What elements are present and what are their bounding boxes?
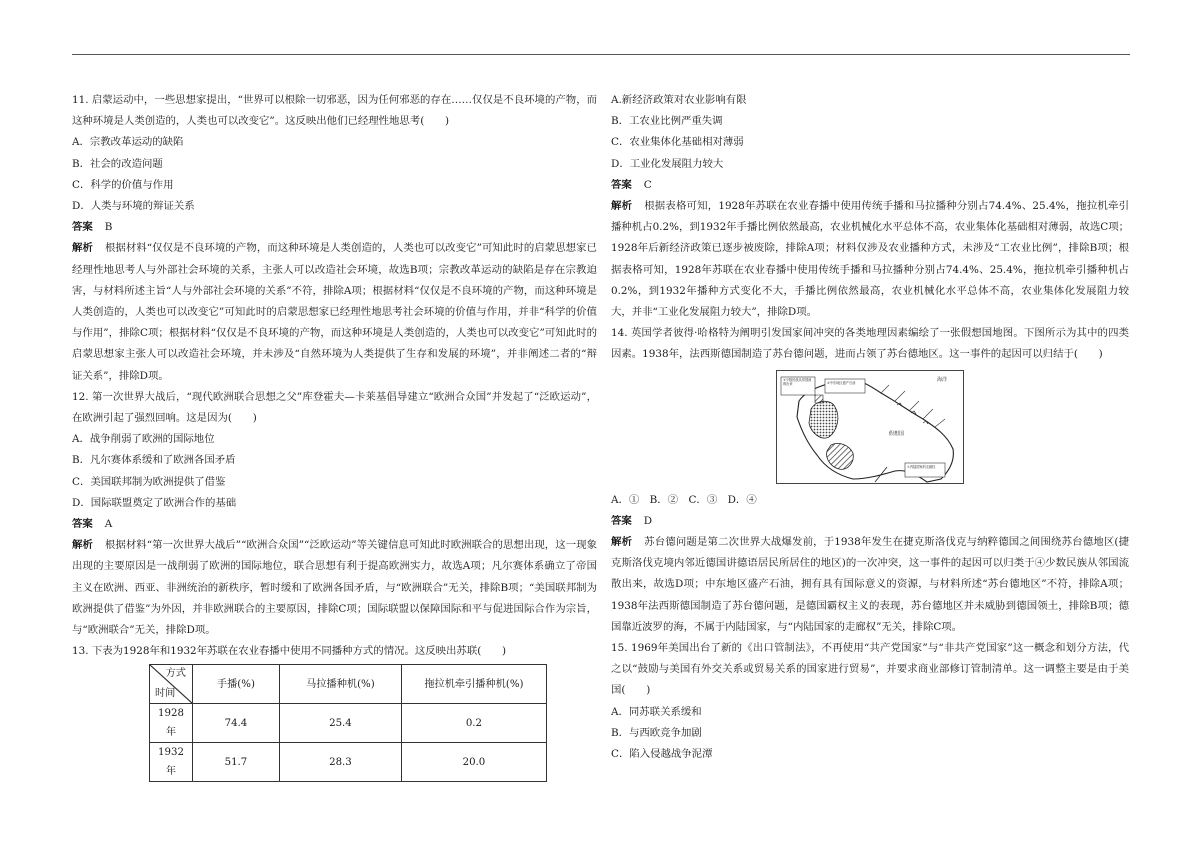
left-column: [72, 90, 597, 784]
option-c: C．美国联邦制为欧洲提供了借鉴: [72, 475, 226, 488]
region-dotted: [809, 401, 838, 438]
table-cell-year: 1932年: [150, 743, 193, 782]
question-stem: 12. 第一次世界大战后，“现代欧洲联合思想之父”库登霍夫—卡莱基倡导建立“欧洲合众国”并发起了“泛欧运动”，在欧洲引起了强烈回响。这是因为( ): [72, 390, 597, 425]
explanation: [72, 238, 597, 386]
answer-label: 答案: [611, 514, 632, 527]
option-b: B．与西欧竞争加剧: [611, 726, 702, 739]
option-a: A．战争削弱了欧洲的国际地位: [72, 433, 215, 446]
map-label-corridor: ①内陆国家的走廊权: [907, 464, 936, 469]
options-line: A．① B．② C．③ D．④: [611, 493, 757, 506]
sowing-table: [149, 664, 547, 782]
table-cell: 28.3: [279, 743, 401, 782]
table-row: [150, 743, 547, 782]
question-13-continued: [611, 90, 1129, 323]
map-label-sea: 海洋: [937, 376, 948, 383]
explanation-text: 根据表格可知，1928年苏联在农业春播中使用传统手播和马拉播种分别占74.4%、25.4%，拖拉机牵引播种机占0.2%，到1932年手播比例依然最高，农业机械化水平总体不高，农业集体化基础相对薄弱，故选C项；1928年后新经济政策已逐步被废除，排除A项；材料仅涉及农业播种方式，未涉及“工农业比例”，排除B项；根据表格可知，1928年苏联在农业春播中使用传统手播和马拉播种分别占74.4%、25.4%，拖拉机牵引播种机占0.2%，到1932年播种方式变化不大，手播比例依然最高，农业机械化水平总体不高，农业集体化发展阻力较大，并非“工业化发展阻力较大”，排除D项。: [611, 200, 1129, 319]
explanation-label: 解析: [611, 536, 633, 549]
option-a: A．同苏联关系缓和: [611, 705, 702, 718]
hypothetical-country-map: [776, 370, 964, 484]
table-header: 手播(%): [192, 665, 279, 704]
question-stem: 14. 英国学者彼得·哈格特为阐明引发国家间冲突的各类地理因素编绘了一张假想国地图。下图所示为其中的四类因素。1938年，法西斯德国制造了苏台德问题，进而占领了苏台德地区。这一事件的起因可以归结于( ): [611, 327, 1129, 361]
option-d: D．国际联盟奠定了欧洲合作的基础: [72, 496, 237, 509]
question-14: [611, 323, 1129, 638]
option-b: B．凡尔赛体系缓和了欧洲各国矛盾: [72, 454, 236, 467]
corner-bottom-label: 时间: [155, 688, 176, 700]
option-d: D．工业化发展阻力较大: [611, 157, 724, 170]
table-cell: 0.2: [401, 704, 546, 743]
explanation: [611, 532, 1129, 638]
explanation-text: 根据材料“第一次世界大战后”“欧洲合众国”“泛欧运动”等关键信息可知此时欧洲联合的思想出现，这一现象出现的主要原因是一战削弱了欧洲的国际地位，联合思想有利于提高欧洲实力，故选A项；凡尔赛体系确立了帝国主义在欧洲、西亚、非洲统治的新秩序，暂时缓和了欧洲各国矛盾，与“欧洲联合”无关，排除B项；“美国联邦制为欧洲提供了借鉴”为外因，并非欧洲联合的主要原因，排除C项；国际联盟以保障国际和平与促进国际合作为宗旨，与“欧洲联合”无关，排除D项。: [72, 539, 598, 637]
table-cell: 51.7: [192, 743, 279, 782]
answer-line: [72, 514, 597, 535]
answer-label: 答案: [611, 178, 632, 191]
question-stem: 15. 1969年美国出台了新的《出口管制法》，不再使用“共产党国家”与“非共产党国家”这一概念和划分方法，代之以“鼓励与美国有外交关系或贸易关系的国家进行贸易”，并要求商业部修订管制清单。这一调整主要是由于美国( ): [611, 642, 1129, 697]
option-c: C．农业集体化基础相对薄弱: [611, 136, 744, 149]
table-row: [150, 704, 547, 743]
answer-label: 答案: [72, 518, 93, 531]
answer-value: B: [104, 221, 113, 234]
explanation-label: 解析: [611, 200, 633, 213]
table-header: 马拉播种机(%): [279, 665, 401, 704]
table-cell: 20.0: [401, 743, 546, 782]
option-c: C．科学的价值与作用: [72, 178, 174, 191]
question-12: [72, 387, 597, 641]
coast-marks: [881, 385, 945, 427]
option-c: C．陷入侵越战争泥潭: [611, 748, 713, 761]
question-15: [611, 638, 1129, 765]
option-a: A．宗教改革运动的缺陷: [72, 136, 184, 149]
map-label-oil: ④中东地区盛产石油: [827, 380, 856, 385]
map-label-country: 假想国: [889, 430, 905, 437]
option-b: B．工农业比例严重失调: [611, 115, 723, 128]
explanation-text: 根据材料“仅仅是不良环境的产物，而这种环境是人类创造的，人类也可以改变它”可知此时的启蒙思想家已经理性地思考人与外部社会环境的关系，主张人可以改造社会环境，故选B项；宗教改革运动的缺陷是存在宗教迫害，与材料所述主旨“人与外部社会环境的关系”不符，排除A项；根据材料“仅仅是不良环境的产物，而这种环境是人类创造的，人类也可以改变它”可知此时的启蒙思想家已经理性地思考社会环境的价值与作用，并非“科学的价值与作用”，排除C项；根据材料“仅仅是不良环境的产物，而这种环境是人类创造的，人类也可以改变它”可知此时的启蒙思想家主张人可以改造社会环境，并未涉及“自然环境为人类提供了生存和发展的环境”，并非阐述二者的“辩证关系”，排除D项。: [72, 242, 598, 382]
explanation: [72, 535, 597, 641]
question-13: [72, 641, 597, 782]
question-11: [72, 90, 597, 387]
answer-value: C: [643, 178, 652, 191]
option-b: B．社会的改造问题: [72, 157, 163, 170]
explanation-text: 苏台德问题是第二次世界大战爆发前，于1938年发生在捷克斯洛伐克与纳粹德国之间围绕苏台德地区(捷克斯洛伐克境内邻近德国讲德语居民所居住的地区)的一次冲突，这一事件的起因可以归类于④少数民族从邻国流散出来，故选D项；中东地区盛产石油，拥有具有国际意义的资源，与材料所述“苏台德地区”不符，排除A项；1938年法西斯德国制造了苏台德问题，是德国霸权主义的表现，苏台德地区并未威胁到德国领土，排除B项；德国靠近波罗的海，不属于内陆国家，与“内陆国家的走廊权”无关，排除C项。: [611, 536, 1130, 633]
table-cell-year: 1928年: [150, 704, 193, 743]
table-cell: 25.4: [279, 704, 401, 743]
option-d: D．人类与环境的辩证关系: [72, 200, 195, 213]
right-column: [611, 90, 1129, 765]
header-rule: [72, 54, 1130, 55]
answer-value: D: [643, 514, 653, 527]
corner-top-label: 方式: [165, 668, 186, 680]
table-cell: 74.4: [192, 704, 279, 743]
table-corner-cell: [150, 665, 193, 704]
explanation-label: 解析: [72, 242, 93, 255]
answer-line: [72, 217, 597, 238]
answer-value: A: [104, 518, 113, 531]
explanation: [611, 196, 1129, 323]
table-header-row: [150, 665, 547, 704]
corridor-line: [875, 467, 887, 482]
table-header: 拖拉机牵引播种机(%): [401, 665, 546, 704]
answer-line: [611, 175, 1129, 196]
explanation-label: 解析: [72, 539, 93, 552]
map-label-minority: ③少数民族从邻国流散出来: [783, 377, 812, 386]
option-a: A.新经济政策对农业影响有限: [611, 94, 747, 106]
enclave-mark: [815, 395, 823, 403]
region-hatched: [827, 443, 854, 469]
answer-label: 答案: [72, 221, 93, 234]
answer-line: [611, 511, 1129, 532]
question-stem: 13. 下表为1928年和1932年苏联在农业春播中使用不同播种方式的情况。这反映出苏联( ): [72, 645, 507, 658]
question-stem: 11. 启蒙运动中，一些思想家提出，“世界可以根除一切邪恶，因为任何邪恶的存在……仅仅是不良环境的产物，而这种环境是人类创造的，人类也可以改变它”。这反映出他们已经理性地思考( ): [72, 94, 597, 128]
